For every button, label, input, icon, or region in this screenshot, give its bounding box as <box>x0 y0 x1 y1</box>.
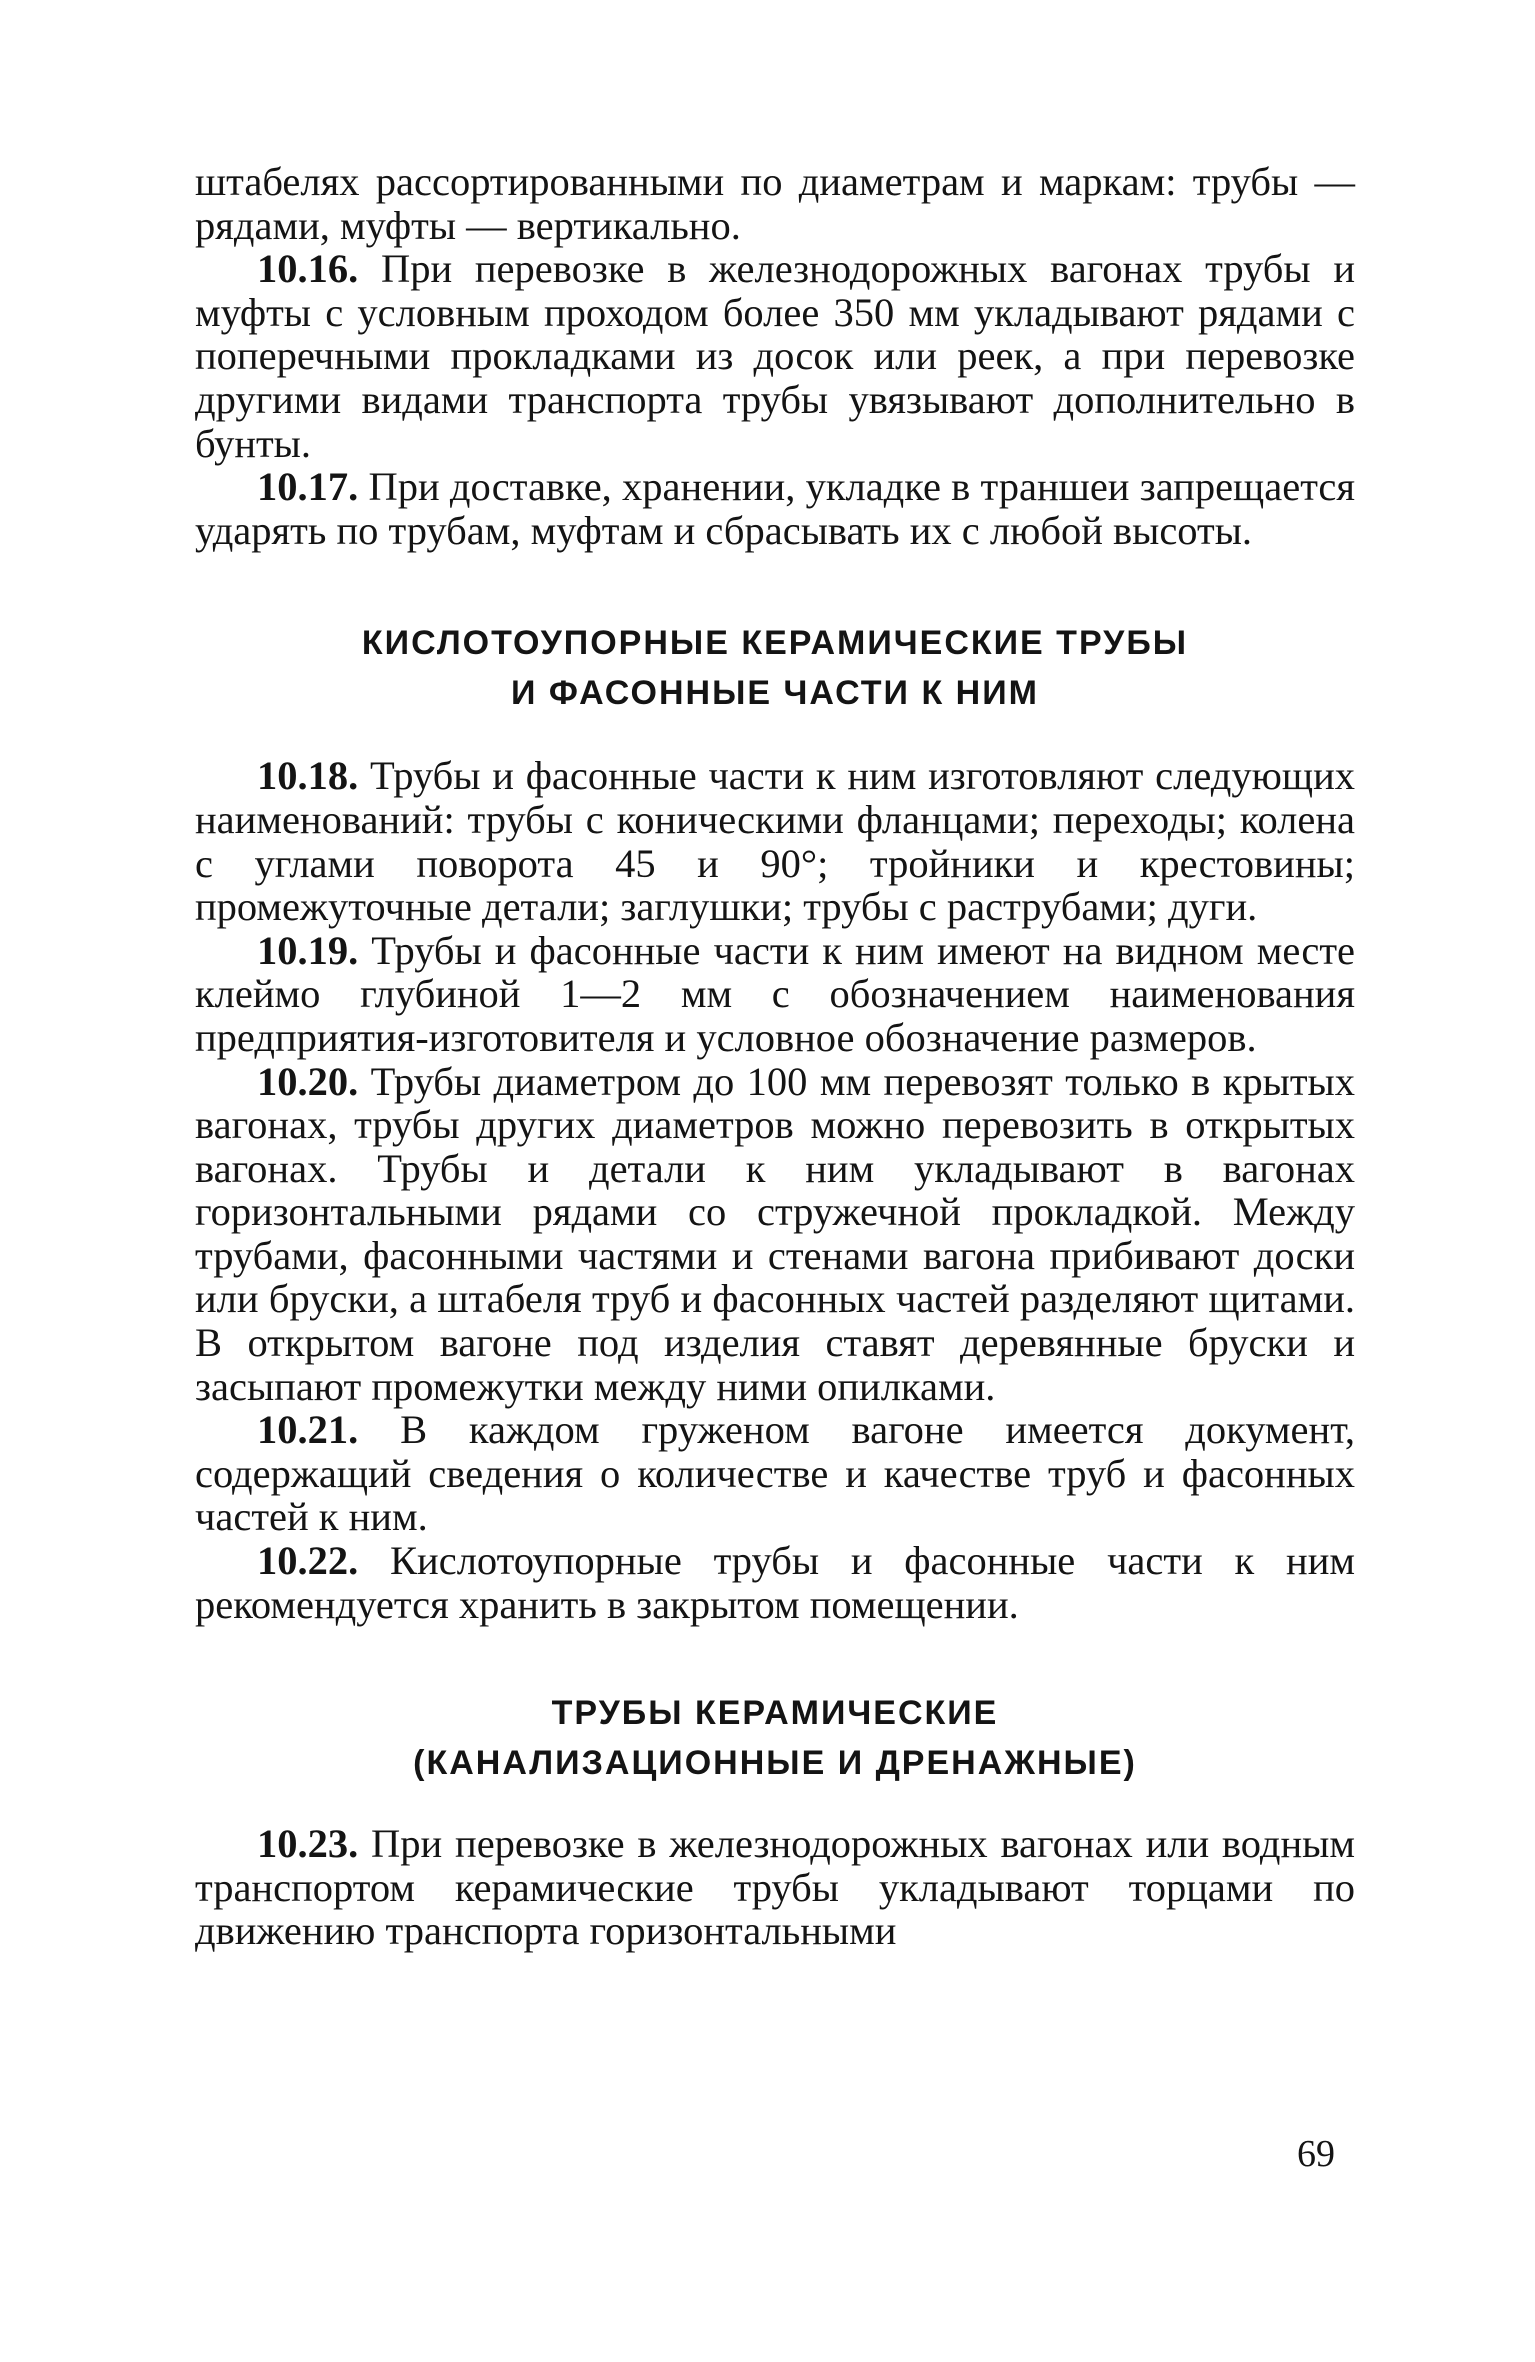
paragraph-10-22 <box>195 1539 1355 1626</box>
clause-number: 10.20. <box>257 1058 359 1104</box>
paragraph-text: Кислотоупорные трубы и фасонные части к ним рекомендуется хранить в закрытом помещении. <box>195 1538 1355 1627</box>
paragraph-10-19 <box>195 929 1355 1060</box>
clause-number: 10.16. <box>257 246 359 292</box>
clause-number: 10.22. <box>257 1538 359 1584</box>
clause-number: 10.19. <box>257 927 359 973</box>
paragraph-text: При перевозке в железнодорожных вагонах трубы и муфты с условным проходом более 350 мм укладывают рядами с поперечными прокладками из досок или реек, а при перевозке другими видами транспорта трубы увязывают дополнительно в бунты. <box>195 246 1355 466</box>
clause-number: 10.21. <box>257 1407 359 1453</box>
paragraph-text: Трубы и фасонные части к ним имеют на видном месте клеймо глубиной 1—2 мм с обозначением наименования предприятия-изготовителя и условное обозначение размеров. <box>195 927 1355 1060</box>
paragraph-text: Трубы и фасонные части к ним изготовляют следующих наименований: трубы с коническими фланцами; переходы; колена с углами поворота 45 и 90°; тройники и крестовины; промежуточные детали; заглушки; трубы с раструбами; дуги. <box>195 753 1355 930</box>
paragraph-10-23 <box>195 1822 1355 1953</box>
clause-number: 10.17. <box>257 464 359 510</box>
clause-number: 10.23. <box>257 1821 359 1867</box>
clause-number: 10.18. <box>257 753 359 799</box>
page-body <box>195 160 1355 1953</box>
paragraph-text: штабелях рассортированными по диаметрам и маркам: трубы — рядами, муфты — вертикально. <box>195 159 1355 248</box>
heading-line: ТРУБЫ КЕРАМИЧЕСКИЕ <box>551 1694 999 1733</box>
paragraph-10-20 <box>195 1060 1355 1409</box>
heading-line: КИСЛОТОУПОРНЫЕ КЕРАМИЧЕСКИЕ ТРУБЫ <box>361 624 1189 663</box>
paragraph-text: Трубы диаметром до 100 мм перевозят только в крытых вагонах, трубы других диаметров можно перевозить в открытых вагонах. Трубы и детали к ним укладывают в вагонах горизонтальными рядами со стружечной прокладкой. Между трубами, фасонными частями и стенами вагона прибивают доски или бруски, а штабеля труб и фасонных частей разделяют щитами. В открытом вагоне под изделия ставят деревянные бруски и засыпают промежутки между ними опилками. <box>195 1058 1355 1409</box>
paragraph-text: При перевозке в железнодорожных вагонах или водным транспортом керамические трубы укладывают торцами по движению транспорта горизонтальными <box>195 1821 1355 1954</box>
paragraph-text: При доставке, хранении, укладке в траншеи запрещается ударять по трубам, муфтам и сбрасывать их с любой высоты. <box>195 464 1355 553</box>
paragraph-10-18 <box>195 754 1355 928</box>
paragraph-continuation <box>195 160 1355 247</box>
heading-line: (КАНАЛИЗАЦИОННЫЕ И ДРЕНАЖНЫЕ) <box>413 1744 1137 1783</box>
section-heading-ceramic-pipes <box>195 1688 1355 1788</box>
paragraph-text: В каждом груженом вагоне имеется документ, содержащий сведения о количестве и качестве труб и фасонных частей к ним. <box>195 1407 1355 1540</box>
section-heading-acid-resistant-pipes <box>195 618 1355 718</box>
page-number: 69 <box>1297 2133 1335 2175</box>
heading-line: И ФАСОННЫЕ ЧАСТИ К НИМ <box>511 674 1039 713</box>
paragraph-10-21 <box>195 1408 1355 1539</box>
paragraph-10-16 <box>195 247 1355 465</box>
paragraph-10-17 <box>195 465 1355 552</box>
